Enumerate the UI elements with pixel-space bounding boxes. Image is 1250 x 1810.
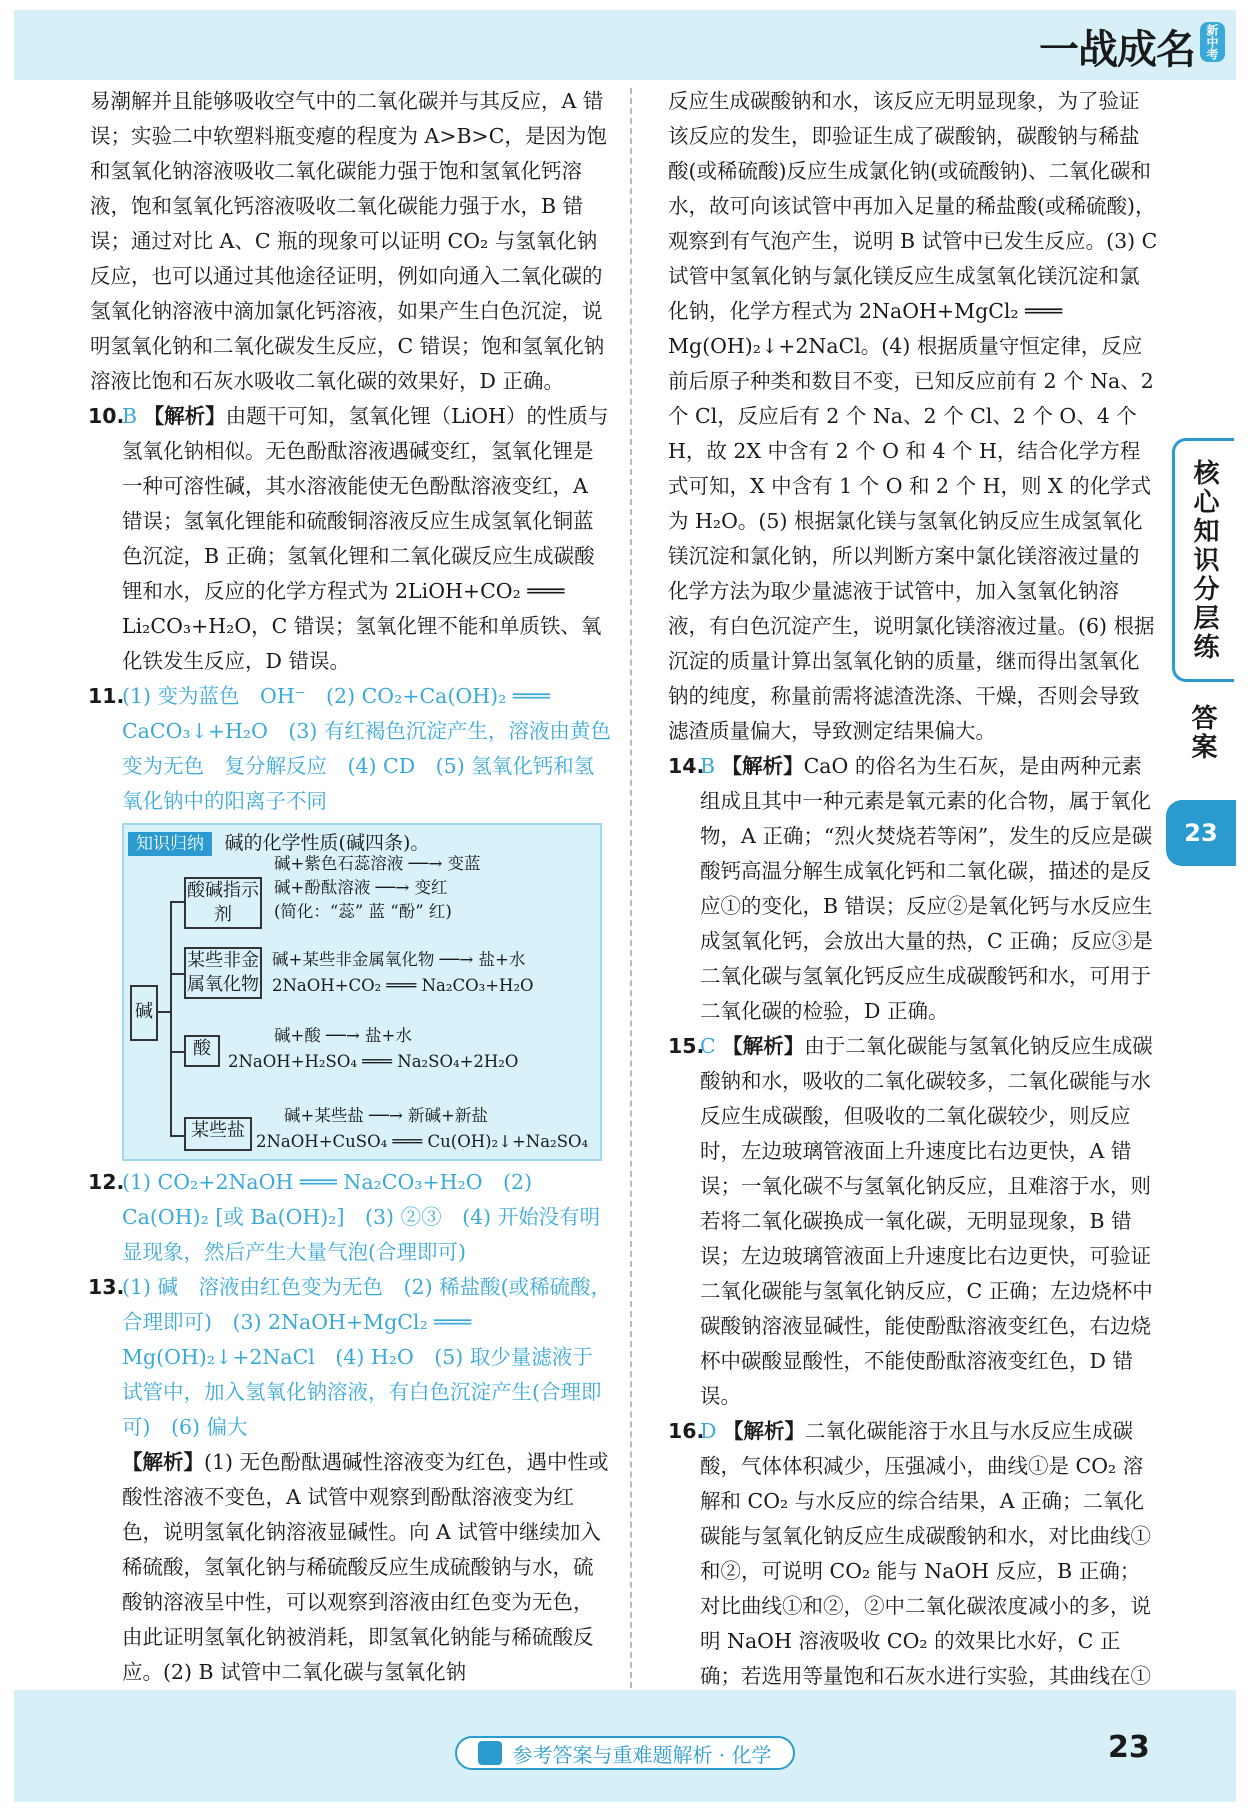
analysis-label: 【解析】 (722, 1419, 805, 1443)
footer-title (455, 1736, 795, 1770)
question-13 (90, 1270, 612, 1690)
continued-paragraph: 易潮解并且能够吸收空气中的二氧化碳并与其反应，A 错误；实验二中软塑料瓶变瘪的程度为 A>B>C，是因为饱和氢氧化钠溶液吸收二氧化碳能力强于饱和氢氧化钙溶液，饱和氢氧化钙溶液吸收二氧化碳能力强于水，B 错误；通过对比 A、C 瓶的现象可以证明 CO₂ 与氢氧化钠反应，也可以通过其他途径证明，例如向通入二氧化碳的氢氧化钠溶液中滴加氯化钙溶液，如果产生白色沉淀，说明氢氧化钠和二氧化碳发生反应，C 错误；饱和氢氧化钠溶液比饱和石灰水吸收二氧化碳的效果好，D 正确。 (90, 89, 607, 393)
question-number: 14. (668, 754, 705, 778)
question-number: 12. (88, 1170, 125, 1194)
indicator-line-2: 碱+酚酞溶液 ──→ 变红 (274, 878, 448, 897)
question-12 (90, 1165, 612, 1270)
analysis-label: 【解析】 (721, 754, 804, 778)
indicator-line-1: 碱+紫色石蕊溶液 ──→ 变蓝 (274, 854, 481, 873)
connector (170, 973, 184, 975)
connector (158, 1011, 170, 1013)
question-number: 15. (668, 1034, 705, 1058)
answer-text: (1) CO₂+2NaOH ═══ Na₂CO₃+H₂O (2) Ca(OH)₂ [或 Ba(OH)₂] (3) ②③ (4) 开始没有明显现象，然后产生大量气泡(合理即可) (122, 1170, 601, 1264)
indicator-line-3: (简化：“蕊” 蓝 “酚” 红) (274, 902, 452, 921)
answer-text: (1) 碱 溶液由红色变为无色 (2) 稀盐酸(或稀硫酸，合理即可) (3) 2NaOH+MgCl₂ ═══ Mg(OH)₂↓+2NaCl (4) H₂O (5) 取少量滤液于试管中，加入氢氧化钠溶液，有白色沉淀产生(合理即可) (6) 偏大 (122, 1275, 612, 1439)
acid-line-2: 2NaOH+H₂SO₄ ═══ Na₂SO₄+2H₂O (228, 1052, 519, 1071)
answer-choice: B (122, 404, 138, 428)
salt-box: 某些盐 (184, 1117, 252, 1151)
analysis-text: CaO 的俗名为生石灰，是由两种元素组成且其中一种元素是氧元素的化合物，属于氧化物，A 正确；“烈火焚烧若等闲”，发生的反应是碳酸钙高温分解生成氧化钙和二氧化碳，描述的是反应①的变化，B 错误；反应②是氧化钙与水反应生成氢氧化钙，会放出大量的热，C 正确；反应③是二氧化碳与氢氧化钙反应生成碳酸钙和水，可用于二氧化碳的检验，D 正确。 (700, 754, 1153, 1023)
analysis-text: (1) 无色酚酞遇碱性溶液变为红色，遇中性或酸性溶液不变色，A 试管中观察到酚酞溶液变为红色，说明氢氧化钠溶液显碱性。向 A 试管中继续加入稀硫酸，氢氧化钠与稀硫酸反应生成硫酸钠与水，硫酸钠溶液呈中性，可以观察到溶液由红色变为无色，由此证明氢氧化钠被消耗，即氢氧化钠能与稀硫酸反应。(2) B 试管中二氧化碳与氢氧化钠 (122, 1450, 609, 1684)
page-number: 23 (1108, 1730, 1150, 1765)
side-page-badge: 23 (1166, 800, 1236, 866)
question-number: 13. (88, 1275, 125, 1299)
connector (170, 1051, 184, 1053)
question-number: 11. (88, 684, 125, 708)
salt-line-1: 碱+某些盐 ──→ 新碱+新盐 (284, 1106, 488, 1125)
continued-paragraph: 反应生成碳酸钠和水，该反应无明显现象，为了验证该反应的发生，即验证生成了碳酸钠，碳酸钠与稀盐酸(或稀硫酸)反应生成氯化钠(或硫酸钠)、二氧化碳和水，故可向该试管中再加入足量的稀盐酸(或稀硫酸)，观察到有气泡产生，说明 B 试管中已发生反应。(3) C 试管中氢氧化钠与氯化镁反应生成氢氧化镁沉淀和氯化钠，化学方程式为 2NaOH+MgCl₂ ═══ Mg(OH)₂↓+2NaCl。(4) 根据质量守恒定律，反应前后原子种类和数目不变，已知反应前有 2 个 Na、2 个 Cl，反应后有 2 个 Na、2 个 Cl、2 个 O、4 个 H，故 2X 中含有 2 个 O 和 4 个 H，结合化学方程式可知，X 中含有 1 个 O 和 2 个 H，则 X 的化学式为 H₂O。(5) 根据氯化镁与氢氧化钠反应生成氢氧化镁沉淀和氯化钠，所以判断方案中氯化镁溶液过量的化学方法为取少量滤液于试管中，加入氢氧化钠溶液，有白色沉淀产生，说明氯化镁溶液过量。(6) 根据沉淀的质量计算出氢氧化钠的质量，继而得出氢氧化钠的纯度，称量前需将滤渣洗涤、干燥，否则会导致滤渣质量偏大，导致测定结果偏大。 (668, 89, 1158, 743)
column-divider (630, 88, 632, 1688)
nonmetal-oxide-box: 某些非金属氧化物 (184, 947, 262, 999)
brand-logo: 一战成名 新中考 (1039, 18, 1195, 75)
acid-box: 酸 (184, 1035, 220, 1067)
indicator-box: 酸碱指示剂 (184, 877, 262, 929)
knowledge-summary-diagram (122, 823, 602, 1161)
nonmetal-oxide-line-2: 2NaOH+CO₂ ═══ Na₂CO₃+H₂O (272, 976, 534, 995)
analysis-label: 【解析】 (122, 1450, 204, 1474)
knowledge-heading: 碱的化学性质(碱四条)。 (224, 832, 430, 854)
right-column (668, 84, 1158, 1729)
question-15 (668, 1029, 1158, 1414)
root-box-base: 碱 (130, 985, 158, 1041)
side-tab-core-knowledge: 核心知识分层练 (1172, 438, 1234, 682)
left-column (90, 84, 612, 1690)
nonmetal-oxide-line-1: 碱+某些非金属氧化物 ──→ 盐+水 (272, 950, 526, 969)
connector (170, 901, 184, 903)
analysis-label: 【解析】 (143, 404, 226, 428)
question-11 (90, 679, 612, 819)
answer-choice: C (700, 1034, 716, 1058)
connector (170, 1135, 184, 1137)
question-10 (90, 399, 612, 679)
analysis-text: 由题干可知，氢氧化锂（LiOH）的性质与氢氧化钠相似。无色酚酞溶液遇碱变红，氢氧化锂是一种可溶性碱，其水溶液能使无色酚酞溶液变红，A 错误；氢氧化锂能和硫酸铜溶液反应生成氢氧化铜蓝色沉淀，B 正确；氢氧化锂和二氧化碳反应生成碳酸锂和水，反应的化学方程式为 2LiOH+CO₂ ═══ Li₂CO₃+H₂O，C 错误；氢氧化锂不能和单质铁、氧化铁发生反应，D 错误。 (122, 404, 609, 673)
connector-vertical (170, 901, 172, 1137)
question-number: 16. (668, 1419, 705, 1443)
analysis-text: 二氧化碳能溶于水且与水反应生成碳酸，气体体积减少，压强减小，曲线①是 CO₂ 溶解和 CO₂ 与水反应的综合结果，A 正确；二氧化碳能与氢氧化钠反应生成碳酸钠和水，对比曲线①和②，可说明 CO₂ 能与 NaOH 反应，B 正确；对比曲线①和②，②中二氧化碳浓度减小的多，说明 NaOH 溶液吸收 CO₂ 的效果比水好，C 正确；若选用等量饱和石灰水进行实验，其曲线在① (700, 1419, 1151, 1688)
question-number: 10. (88, 404, 125, 428)
brand-tag: 新中考 (1200, 22, 1225, 62)
acid-line-1: 碱+酸 ──→ 盐+水 (274, 1026, 412, 1045)
salt-line-2: 2NaOH+CuSO₄ ═══ Cu(OH)₂↓+Na₂SO₄ (256, 1132, 589, 1151)
footer-text: 参考答案与重难题解析 · 化学 (512, 1742, 772, 1767)
analysis-text: 由于二氧化碳能与氢氧化钠反应生成碳酸钠和水，吸收的二氧化碳较多，二氧化碳能与水反应生成碳酸，但吸收的二氧化碳较少，则反应时，左边玻璃管液面上升速度比右边更快，A 错误；一氧化碳不与氢氧化钠反应，且难溶于水，则若将二氧化碳换成一氧化碳，无明显现象，B 错误；左边玻璃管液面上升速度比右边更快，可验证二氧化碳能与氢氧化钠反应，C 正确；左边烧杯中碳酸钠溶液显碱性，能使酚酞溶液变红色，右边烧杯中碳酸显酸性，不能使酚酞溶液变红色，D 错误。 (700, 1034, 1153, 1408)
analysis-label: 【解析】 (722, 1034, 805, 1058)
answer-choice: B (700, 754, 716, 778)
book-logo-icon (478, 1741, 502, 1765)
knowledge-title: 知识归纳 (128, 832, 212, 856)
question-14 (668, 749, 1158, 1029)
answer-choice: D (700, 1419, 717, 1443)
answer-text: (1) 变为蓝色 OH⁻ (2) CO₂+Ca(OH)₂ ═══ CaCO₃↓+H₂O (3) 有红褐色沉淀产生，溶液由黄色变为无色 复分解反应 (4) CD (5) 氢氧化钙和氢氧化钠中的阳离子不同 (122, 684, 611, 813)
question-16 (668, 1414, 1158, 1729)
side-tab-answer: 答案 (1187, 704, 1217, 762)
